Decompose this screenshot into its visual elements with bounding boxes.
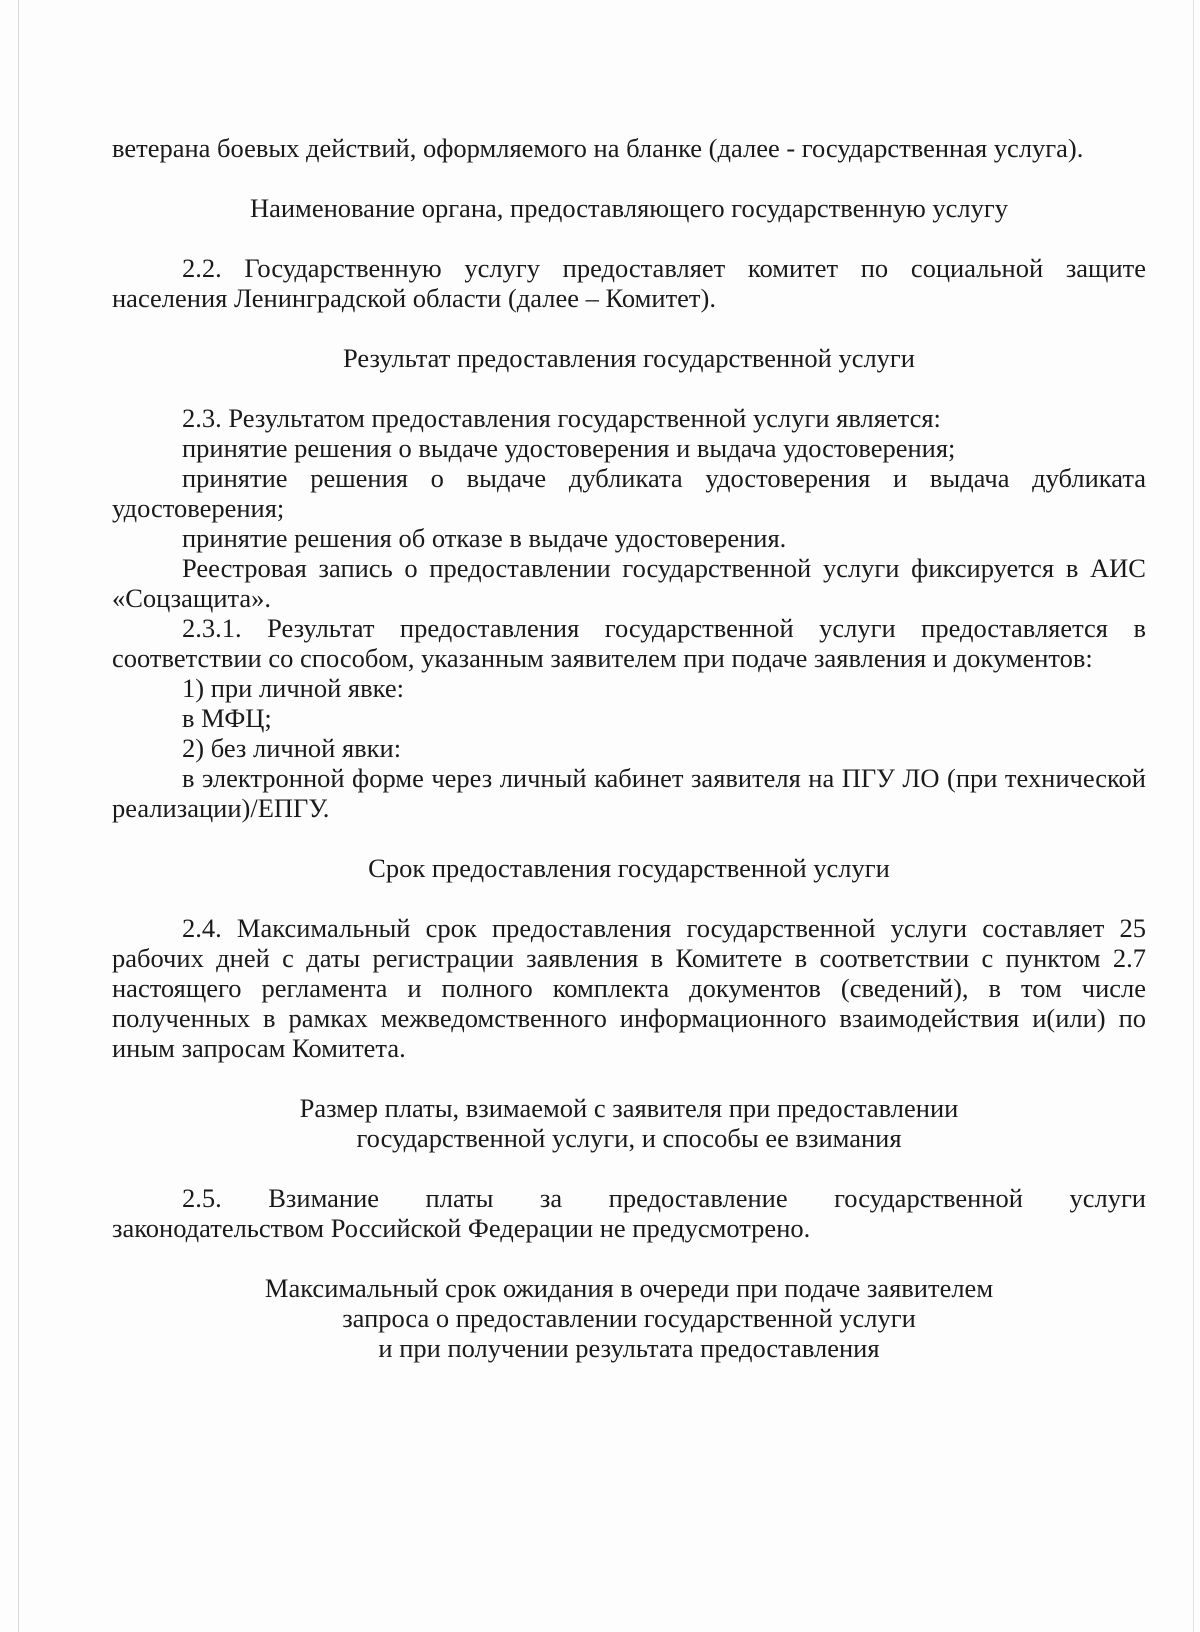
paragraph-2-2: 2.2. Государственную услугу предоставляет комитет по социальной защите населения Ленинградской области (далее – Комитет). — [112, 253, 1146, 313]
paragraph-2-3-d: Реестровая запись о предоставлении государственной услуги фиксируется в АИС «Соцзащита». — [112, 553, 1146, 613]
paragraph-2-3-b: принятие решения о выдаче дубликата удостоверения и выдача дубликата удостоверения; — [112, 463, 1146, 523]
heading-queue-line-2: запроса о предоставлении государственной услуги — [342, 1303, 916, 1333]
heading-queue-line-1: Максимальный срок ожидания в очереди при подаче заявителем — [264, 1273, 994, 1303]
paragraph-2-3-c: принятие решения об отказе в выдаче удостоверения. — [182, 523, 787, 553]
heading-term: Срок предоставления государственной услуги — [368, 853, 890, 883]
paragraph-2-5-line-1: 2.5. Взимание платы за предоставление государственной услуги — [182, 1183, 1146, 1213]
paragraph-2-5-line-2: законодательством Российской Федерации не предусмотрено. — [112, 1213, 811, 1243]
heading-fee-line-1: Размер платы, взимаемой с заявителя при предоставлении — [299, 1093, 959, 1123]
paragraph-2-3-1: 2.3.1. Результат предоставления государственной услуги предоставляется в соответствии со способом, указанным заявителем при подаче заявления и документов: — [112, 613, 1146, 673]
heading-queue — [112, 1273, 1146, 1363]
paragraph-2-3-1-c: 2) без личной явки: — [182, 733, 402, 763]
heading-result: Результат предоставления государственной услуги — [343, 343, 915, 373]
scan-edge-left — [18, 0, 19, 1632]
heading-fee-line-2: государственной услуги, и способы ее взимания — [356, 1123, 902, 1153]
heading-queue-line-3: и при получении результата предоставления — [378, 1333, 880, 1363]
document-body — [112, 133, 1146, 1363]
paragraph-2-3-a: принятие решения о выдаче удостоверения и выдача удостоверения; — [182, 433, 956, 463]
paragraph-2-3-1-d: в электронной форме через личный кабинет заявителя на ПГУ ЛО (при технической реализации)/ЕПГУ. — [112, 763, 1146, 823]
scan-edge-right — [1193, 0, 1194, 1632]
paragraph-2-3-1-a: 1) при личной явке: — [182, 673, 404, 703]
heading-organ: Наименование органа, предоставляющего государственную услугу — [249, 193, 1009, 223]
paragraph-2-4: 2.4. Максимальный срок предоставления государственной услуги составляет 25 рабочих дней с даты регистрации заявления в Комитете в соответствии с пунктом 2.7 настоящего регламента и полного комплекта документов (сведений), в том числе полученных в рамках межведомственного информационного взаимодействия и(или) по иным запросам Комитета. — [112, 913, 1146, 1063]
paragraph-2-3: 2.3. Результатом предоставления государственной услуги является: — [182, 403, 941, 433]
heading-fee — [112, 1093, 1146, 1153]
paragraph-2-3-1-b: в МФЦ; — [182, 703, 272, 733]
paragraph-intro: ветерана боевых действий, оформляемого на бланке (далее - государственная услуга). — [112, 133, 1084, 163]
